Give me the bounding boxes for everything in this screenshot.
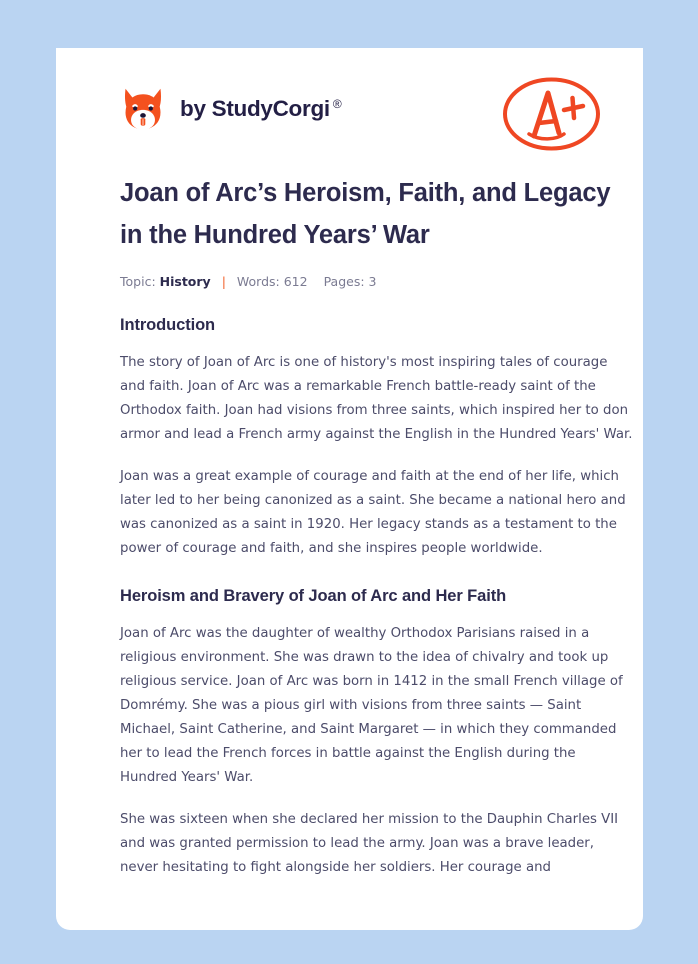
brand-name [180, 96, 341, 122]
paragraph: Joan of Arc was the daughter of wealthy Orthodox Parisians raised in a religious environment. She was drawn to the idea of chivalry and took up religious service. Joan of Arc was born in 1412 in the small French village of Domrémy. She was a pious girl with visions from three saints — Saint Michael, Saint Catherine, and Saint Margaret — in which they commanded her to lead the French forces in battle against the English during the Hundred Years' War. [120, 626, 623, 785]
registered-trademark-icon: ® [332, 96, 342, 111]
brand-name-text: by StudyCorgi [180, 96, 330, 121]
document-page [56, 48, 643, 930]
meta-separator: | [221, 274, 226, 289]
meta-topic-value[interactable]: History [159, 274, 211, 289]
paragraph: The story of Joan of Arc is one of history's most inspiring tales of courage and faith. Joan of Arc was a remarkable French battle-ready saint of the Orthodox faith. Joan had visions from three saints, which inspired her to don armor and lead a French army against the English in the Hundred Years' War. [120, 355, 633, 442]
meta-words-label: Words: [236, 274, 280, 289]
meta-words-value: 612 [283, 274, 308, 289]
a-plus-grade-icon [500, 74, 603, 154]
paragraph: She was sixteen when she declared her mission to the Dauphin Charles VII and was granted permission to lead the army. Joan was a brave leader, never hesitating to fight alongside her soldiers. Her courage and [120, 812, 619, 875]
brand-logo-group[interactable] [120, 70, 341, 148]
meta-topic-label: Topic: [120, 274, 156, 289]
paragraph: Joan was a great example of courage and faith at the end of her life, which later led to her being canonized as a saint. She became a national hero and was canonized as a saint in 1920. Her legacy stands as a testament to the power of courage and faith, and she inspires people worldwide. [120, 469, 626, 556]
section-heading-introduction: Introduction [120, 316, 216, 334]
article-meta [120, 274, 633, 289]
meta-pages-value: 3 [368, 274, 377, 289]
meta-pages-label: Pages: [323, 274, 365, 289]
brand-header [120, 70, 603, 148]
article [120, 172, 633, 880]
section-heading-heroism: Heroism and Bravery of Joan of Arc and Her Faith [120, 587, 507, 605]
corgi-face-icon [120, 86, 166, 132]
page-title: Joan of Arc’s Heroism, Faith, and Legacy in the Hundred Years’ War [120, 179, 611, 249]
